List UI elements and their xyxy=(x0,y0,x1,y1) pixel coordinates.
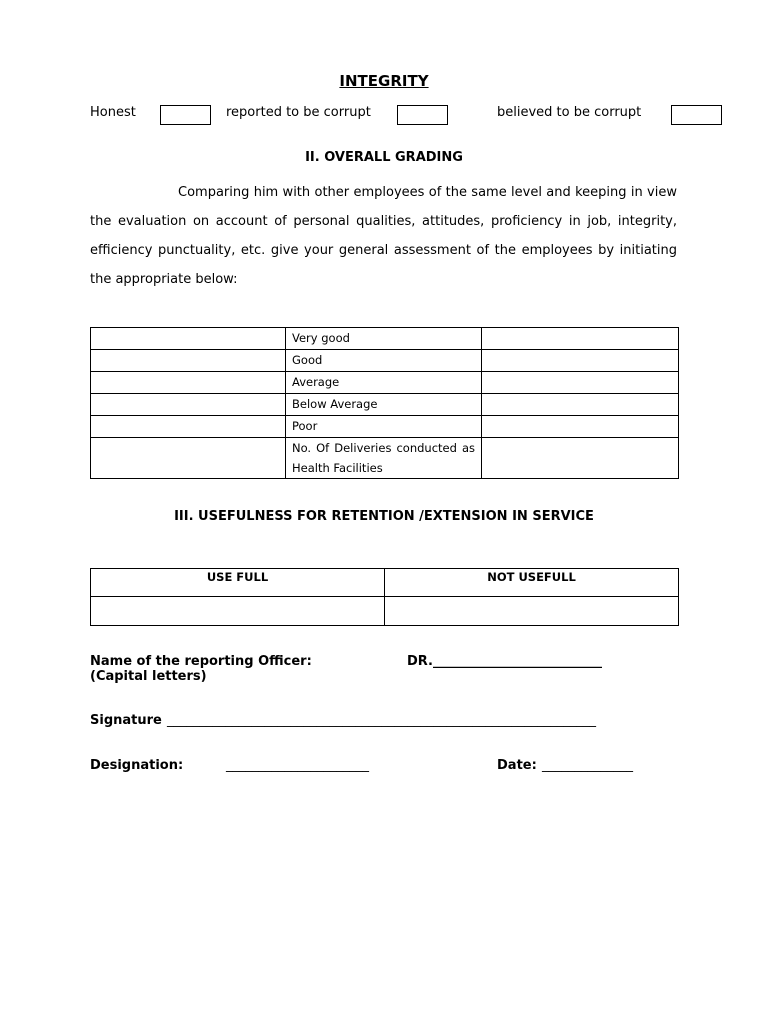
grade-label: Below Average xyxy=(286,394,482,416)
usefulness-heading: III. USEFULNESS FOR RETENTION /EXTENSION IN SERVICE xyxy=(174,509,594,524)
useful-mark-cell[interactable] xyxy=(91,597,385,626)
honest-label: Honest xyxy=(90,105,136,120)
signature-label: Signature xyxy=(90,713,162,728)
believed-corrupt-label: believed to be corrupt xyxy=(497,105,642,120)
useful-column-header: USE FULL xyxy=(91,569,385,597)
grade-label: Very good xyxy=(286,328,482,350)
table-row xyxy=(91,569,679,597)
grade-mark-cell[interactable] xyxy=(482,350,679,372)
grade-label: Good xyxy=(286,350,482,372)
not-useful-column-header: NOT USEFULL xyxy=(385,569,679,597)
page-title: INTEGRITY xyxy=(339,72,429,90)
date-label: Date: xyxy=(497,758,537,773)
reporting-officer-label: Name of the reporting Officer: xyxy=(90,654,312,669)
grading-instructions xyxy=(90,178,677,294)
table-row xyxy=(91,350,679,372)
grade-left-cell[interactable] xyxy=(91,350,286,372)
signature-field[interactable]: __________________________________________________________________ xyxy=(167,713,596,728)
designation-label: Designation: xyxy=(90,758,184,773)
date-field[interactable]: ______________ xyxy=(542,758,633,773)
grade-left-cell[interactable] xyxy=(91,394,286,416)
grading-instructions-text: Comparing him with other employees of the same level and keeping in view the evaluation on account of personal qualities, attitudes, proficiency in job, integrity, efficiency punctuality, etc. give your general assessment of the employees by initiating the appropriate below: xyxy=(90,185,677,287)
not-useful-mark-cell[interactable] xyxy=(385,597,679,626)
table-row xyxy=(91,328,679,350)
grade-label: Poor xyxy=(286,416,482,438)
grade-left-cell[interactable] xyxy=(91,372,286,394)
capital-letters-note: (Capital letters) xyxy=(90,669,207,684)
usefulness-table xyxy=(90,568,679,626)
grading-table xyxy=(90,327,679,479)
designation-field[interactable]: ______________________ xyxy=(226,758,369,773)
believed-corrupt-checkbox[interactable] xyxy=(671,105,722,125)
table-row xyxy=(91,597,679,626)
table-row xyxy=(91,438,679,479)
reported-corrupt-checkbox[interactable] xyxy=(397,105,448,125)
table-row xyxy=(91,372,679,394)
officer-name-field[interactable]: DR.__________________________ xyxy=(407,654,602,669)
grade-mark-cell[interactable] xyxy=(482,328,679,350)
grade-mark-cell[interactable] xyxy=(482,438,679,479)
grade-mark-cell[interactable] xyxy=(482,416,679,438)
grade-mark-cell[interactable] xyxy=(482,372,679,394)
honest-checkbox[interactable] xyxy=(160,105,211,125)
grade-label: No. Of Deliveries conducted as Health Facilities xyxy=(286,438,482,479)
grade-mark-cell[interactable] xyxy=(482,394,679,416)
reported-corrupt-label: reported to be corrupt xyxy=(226,105,371,120)
table-row xyxy=(91,394,679,416)
grade-left-cell[interactable] xyxy=(91,416,286,438)
grade-left-cell[interactable] xyxy=(91,328,286,350)
grade-label: Average xyxy=(286,372,482,394)
grade-left-cell[interactable] xyxy=(91,438,286,479)
table-row xyxy=(91,416,679,438)
overall-grading-heading: II. OVERALL GRADING xyxy=(305,150,463,165)
